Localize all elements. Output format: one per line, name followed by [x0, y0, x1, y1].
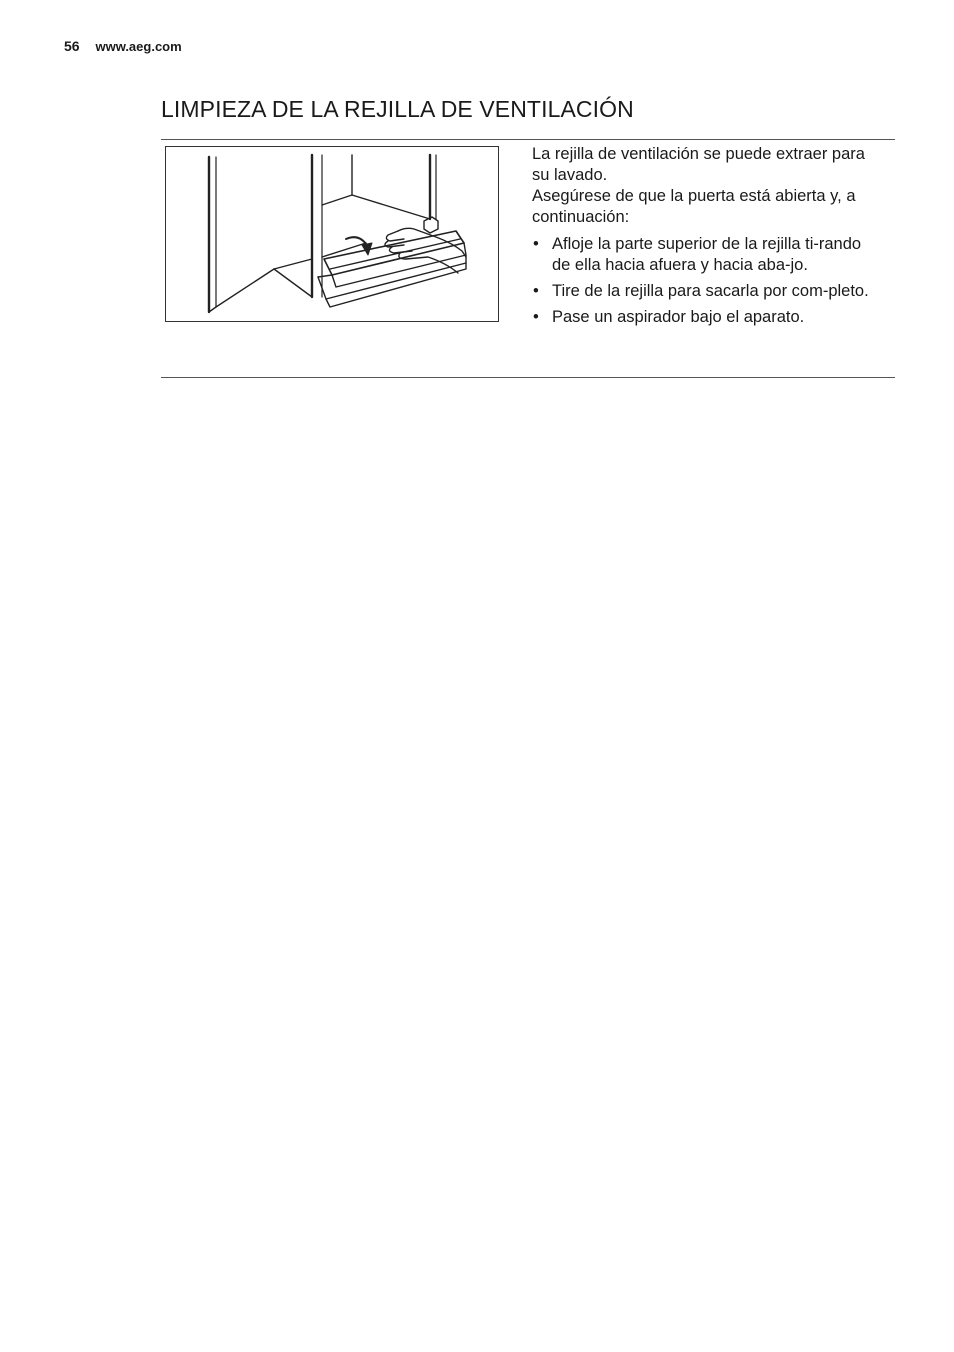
- steps-list: [532, 234, 882, 328]
- top-divider: [161, 139, 895, 140]
- list-item: • Tire de la rejilla para sacarla por com-pleto.: [532, 281, 882, 302]
- intro-paragraph-1: La rejilla de ventilación se puede extraer para su lavado.: [532, 145, 865, 184]
- intro-paragraph-2: Asegúrese de que la puerta está abierta y, a continuación:: [532, 187, 856, 226]
- list-item: • Pase un aspirador bajo el aparato.: [532, 307, 882, 328]
- list-item: • Afloje la parte superior de la rejilla ti-rando de ella hacia afuera y hacia aba-jo.: [532, 234, 882, 276]
- instructions: [532, 144, 882, 333]
- page-header: [64, 38, 182, 54]
- bottom-divider: [161, 377, 895, 378]
- website-link[interactable]: www.aeg.com: [95, 39, 182, 54]
- section-title: LIMPIEZA DE LA REJILLA DE VENTILACIÓN: [161, 96, 634, 122]
- page-number: 56: [64, 38, 80, 54]
- grille-removal-illustration: [165, 146, 499, 322]
- hand-removing-grille-icon: [166, 147, 498, 321]
